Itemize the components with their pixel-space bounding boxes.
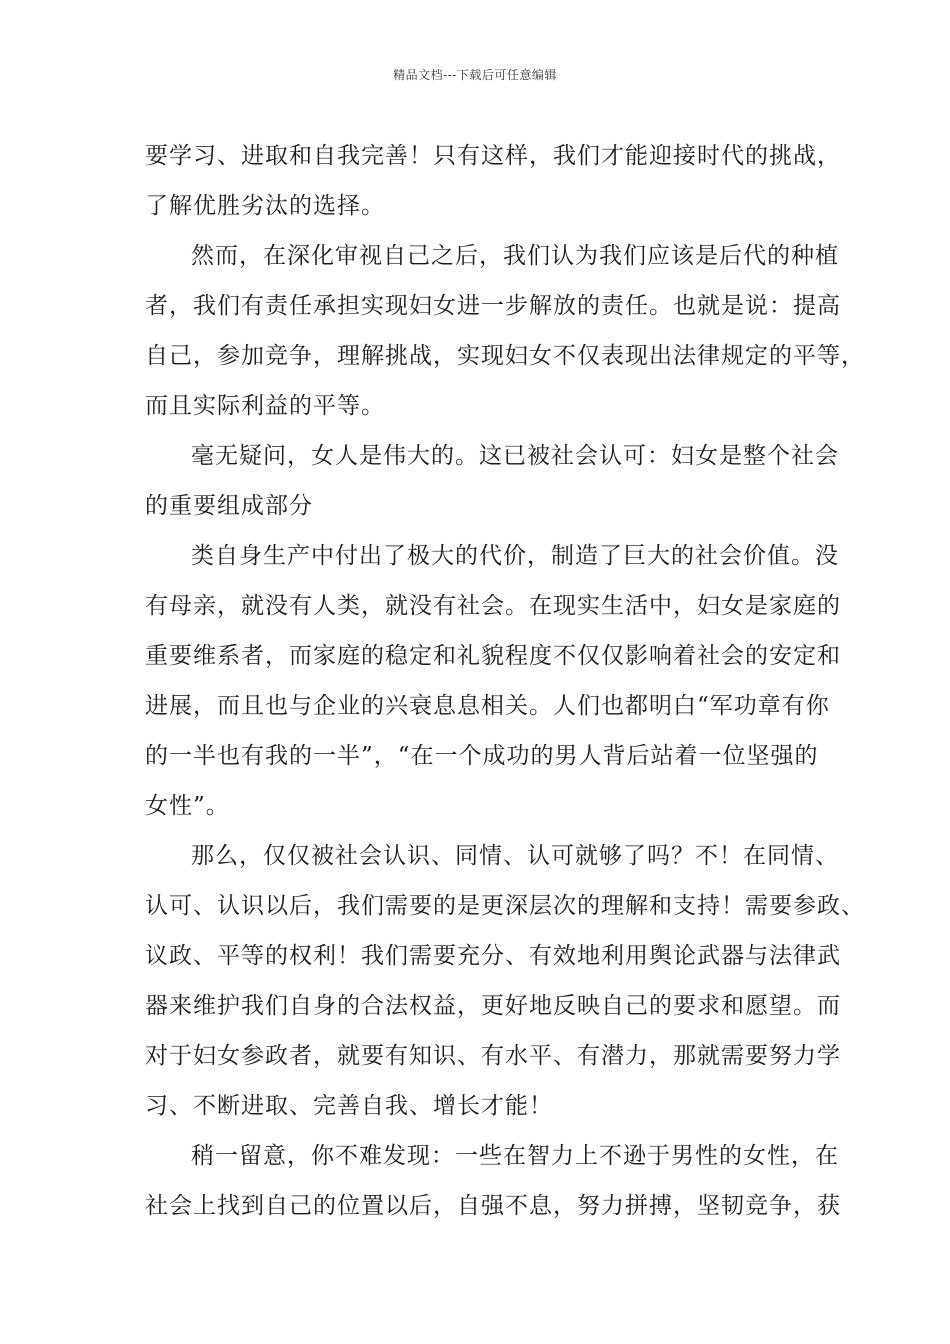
paragraph-first-line: 毫无疑问，女人是伟大的。这已被社会认可：妇女是整个社会 — [191, 443, 839, 469]
text-line: 器来维护我们自身的合法权益，更好地反映自己的要求和愿望。而 — [145, 993, 841, 1019]
text-line: 自己，参加竞争，理解挑战，实现妇女不仅表现出法律规定的平等， — [145, 343, 865, 369]
text-line: 社会上找到自己的位置以后，自强不息，努力拼搏，坚韧竞争，获 — [145, 1193, 841, 1219]
page-header: 精品文档---下载后可任意编辑 — [393, 68, 557, 82]
paragraph-first-line: 那么，仅仅被社会认识、同情、认可就够了吗？不！在同情、 — [191, 843, 839, 869]
text-line: 的一半也有我的一半”，“在一个成功的男人背后站着一位坚强的 — [145, 743, 819, 769]
text-line: 认可、认识以后，我们需要的是更深层次的理解和支持！需要参政、 — [145, 893, 865, 919]
paragraph-first-line: 类自身生产中付出了极大的代价，制造了巨大的社会价值。没 — [191, 543, 839, 569]
text-line: 进展，而且也与企业的兴衰息息相关。人们也都明白“军功章有你 — [145, 693, 830, 719]
text-line: 的重要组成部分 — [145, 493, 313, 519]
text-line: 有母亲，就没有人类，就没有社会。在现实生活中，妇女是家庭的 — [145, 593, 841, 619]
text-line: 习、不断进取、完善自我、增长才能！ — [145, 1093, 553, 1119]
document-body — [145, 131, 865, 1231]
text-line: 女性”。 — [145, 793, 230, 819]
text-line: 重要维系者，而家庭的稳定和礼貌程度不仅仅影响着社会的安定和 — [145, 643, 841, 669]
text-line: 议政、平等的权利！我们需要充分、有效地利用舆论武器与法律武 — [145, 943, 841, 969]
paragraph-first-line: 然而，在深化审视自己之后，我们认为我们应该是后代的种植 — [191, 243, 839, 269]
text-line: 要学习、进取和自我完善！只有这样，我们才能迎接时代的挑战， — [145, 143, 841, 169]
text-line: 对于妇女参政者，就要有知识、有水平、有潜力，那就需要努力学 — [145, 1043, 841, 1069]
text-line: 者，我们有责任承担实现妇女进一步解放的责任。也就是说：提高 — [145, 293, 841, 319]
text-line: 了解优胜劣汰的选择。 — [145, 193, 385, 219]
text-line: 而且实际利益的平等。 — [145, 393, 385, 419]
paragraph-first-line: 稍一留意，你不难发现：一些在智力上不逊于男性的女性，在 — [191, 1143, 839, 1169]
